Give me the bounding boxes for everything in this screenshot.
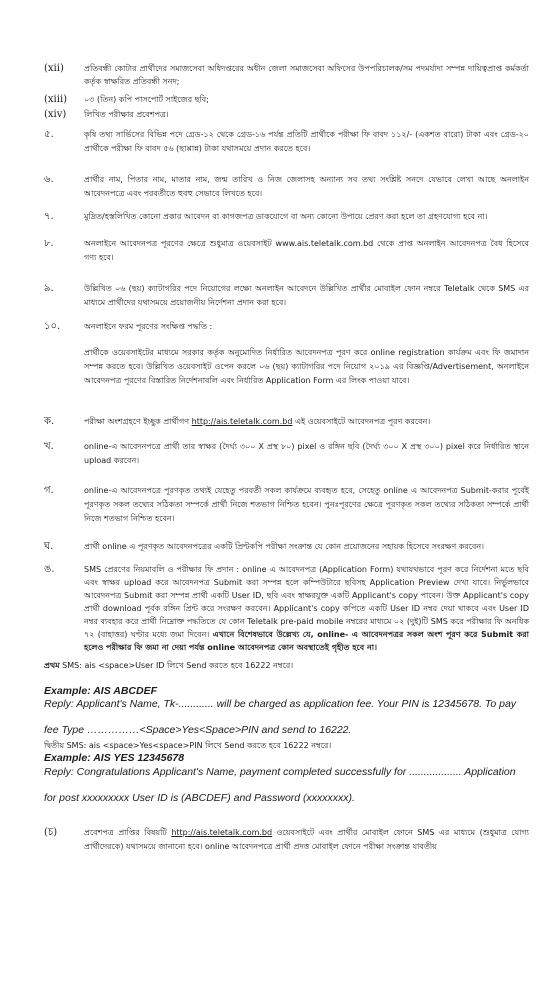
example-1: Example: AIS ABCDEF	[44, 685, 157, 697]
item-text: মুদ্রিত/হস্তলিখিত কোনো প্রকার আবেদন বা কাগজপত্র ডাকযোগে বা অন্য কোনো উপায়ে প্রেরণ করা হলে তা গ্রহণযোগ্য হবে না।	[84, 212, 488, 221]
paragraph-9	[44, 282, 529, 310]
item-number: ক.	[44, 416, 55, 427]
first-sms-instruction	[44, 659, 531, 672]
item-text: পরীক্ষা অংশগ্রহণে ইচ্ছুক প্রার্থীগণ	[84, 417, 192, 426]
item-number: ৭.	[44, 211, 54, 222]
item-number: ঘ.	[44, 541, 54, 552]
sub-item-ka	[44, 415, 529, 429]
paragraph-5	[44, 128, 529, 156]
item-number: গ.	[44, 485, 54, 496]
sms-text: SMS: ais <space>User ID লিখে Send করতে হবে 16222 নম্বরে।	[59, 661, 294, 670]
item-text: online-এ আবেদনপত্রে প্রার্থী তার স্বাক্ষর (দৈর্ঘ্য ৩০০ X প্রস্থ ৮০) pixel ও রঙ্গিন ছবি (দৈর্ঘ্য ৩০০ X প্রস্থ ৩০০) pixel করে নির্ধারিত স্থানে upload করবেন।	[84, 442, 529, 465]
example-2: Example: AIS YES 12345678	[44, 752, 185, 764]
item-text: প্রার্থীকে ওয়েবসাইটের মাধ্যমে সরকার কর্তৃক অনুমোদিত নির্ধারিত আবেদনপত্র পূরণ করে online registration কার্যক্রম এবং ফি জমাদান সম্পন্ন করতে হবে। উল্লিখিত ওয়েবসাইট ওপেন করলে ০৬ (ছয়) ক্যাটাগরির পদে নিয়োগ ২০১৯ এর বিজ্ঞপ্তি/Advertisement, অনলাইনে আবেদনপত্র পূরণের বিস্তারিত নির্দেশনাবলি এবং নির্ধারিত Application Form এর লিংক পাওয়া যাবে।	[84, 348, 529, 385]
item-cha	[44, 826, 529, 854]
item-number: ৫.	[44, 129, 54, 140]
website-link[interactable]: http://ais.teletalk.com.bd	[191, 417, 293, 426]
item-text: প্রতিবন্ধী কোটার প্রার্থীদের সমাজসেবা অধিদপ্তরের অধীন জেলা সমাজসেবা অফিসের উপপরিচালক/সম পদমর্যাদা সম্পন্ন দায়িত্বপ্রাপ্ত কর্মকর্তা কর্তৃক স্বাক্ষরিত প্রতিবন্ধী সনদ;	[84, 64, 529, 86]
item-text: এই ওয়েবসাইটে আবেদনপত্র পূরণ করবেন।	[292, 417, 431, 426]
item-number: (চ)	[44, 827, 58, 838]
item-text: প্রার্থী online এ পূরণকৃত আবেদনপত্রের একটি প্রিন্টকপি পরীক্ষা সংক্রান্ত যে কোন প্রয়োজনের সহায়ক হিসেবে সংরক্ষণ করবেন।	[84, 542, 485, 551]
sub-item-gha	[44, 540, 529, 554]
item-number: (xii)	[44, 63, 64, 74]
reply-2-line-2: for post xxxxxxxxx User ID is (ABCDEF) and Password (xxxxxxxx).	[44, 792, 355, 804]
item-text: অনলাইনে আবেদনপত্র পূরণের ক্ষেত্রে শুধুমাত্র ওয়েবসাইট www.ais.teletalk.com.bd থেকে প্রাপ্ত অনলাইন আবেদনপত্র বৈধ হিসেবে গণ্য হবে।	[84, 239, 529, 262]
item-text: প্রবেশপত্র প্রাপ্তির বিষয়টি	[84, 828, 172, 837]
paragraph-6	[44, 173, 529, 201]
sub-item-kha	[44, 440, 529, 468]
website-link[interactable]: http://ais.teletalk.com.bd	[171, 828, 273, 837]
sub-item-uma	[44, 563, 529, 654]
sms-label: প্রথম	[44, 661, 60, 670]
list-item-xii	[44, 62, 529, 88]
sub-item-ga	[44, 484, 529, 526]
list-item-xiv	[44, 108, 529, 122]
paragraph-10-body	[44, 346, 529, 388]
item-text: প্রার্থীর নাম, পিতার নাম, মাতার নাম, জন্ম তারিখ ও নিজ জেলাসহ অন্যান্য সব তথ্য সংশ্লিষ্ট সনদে যেভাবে লেখা আছে অনলাইন আবেদনপত্রে এবং পরবর্তীতে হুবহু সেভাবে লিখতে হবে।	[84, 175, 529, 198]
reply-1-line-2: fee Type ……………<Space>Yes<Space>PIN and send to 16222.	[44, 724, 352, 736]
item-text: উল্লিখিত ০৬ (ছয়) ক্যাটাগরির পদে নিয়োগের লক্ষ্যে অনলাইন আবেদনে উল্লিখিত প্রার্থীর মোবাইল ফোন নম্বরে Teletalk থেকে SMS এর মাধ্যমে প্রার্থীদের যথাসময়ে প্রয়োজনীয় নির্দেশনা প্রদান করা হবে।	[84, 284, 529, 307]
item-number: ১০.	[44, 321, 61, 332]
item-text: ওয়েবসাইটে এবং প্রার্থীর মোবাইল ফোনে SMS এর মাধ্যমে (শুধুমাত্র যোগ্য প্রার্থীদেরকে) যথাসময়ে জানানো হবে। online আবেদনপত্রে প্রার্থী প্রদত্ত মোবাইল ফোনে পরীক্ষা সংক্রান্ত যাবতীয়	[84, 828, 529, 851]
item-number: (xiv)	[44, 109, 67, 120]
item-number: ঙ.	[44, 564, 55, 575]
item-number: খ.	[44, 441, 54, 452]
item-number: ৯.	[44, 283, 54, 294]
item-text: online-এ আবেদনপত্রে পূরণকৃত তথ্যই যেহেতু পরবর্তী সকল কার্যক্রমে ব্যবহৃত হবে, সেহেতু online এ আবেদনপত্র Submit-করার পূর্বেই পূরণকৃত সকল তথ্যের সঠিকতা সম্পর্কে প্রার্থী নিজে শতভাগ নিশ্চিত হবেন। পুনঃপূরণের ক্ষেত্রে পূরণকৃত সকল তথ্যের সঠিকতা সম্পর্কে প্রার্থী নিজে শতভাগ নিশ্চিত হবেন।	[84, 486, 529, 523]
item-text: লিখিত পরীক্ষার প্রবেশপত্র।	[84, 110, 169, 119]
item-number: ৬.	[44, 174, 54, 185]
second-sms-instruction: দ্বিতীয় SMS: ais <space>Yes<space>PIN লিখে Send করতে হবে 16222 নম্বরে।	[44, 741, 332, 750]
reply-2-line-1: Reply: Congratulations Applicant's Name, payment completed successfully for .................. Application	[44, 766, 516, 778]
paragraph-7	[44, 210, 529, 224]
item-text: অনলাইনে ফরম পূরণের সংক্ষিপ্ত পদ্ধতি :	[84, 322, 213, 331]
list-item-xiii	[44, 93, 529, 107]
item-number: ৮.	[44, 238, 54, 249]
item-text: SMS প্রেরণের নিয়মাবলি ও পরীক্ষার ফি প্রদান : online এ আবেদনপত্র (Application Form) যথাযথভাবে পূরণ করে নির্দেশনা মতে ছবি এবং স্বাক্ষর upload করে আবেদনপত্র Submit করা সম্পন্ন হলে কম্পিউটারে ছবিসহ Application Preview দেখা যাবে। নির্ভুলভাবে আবেদনপত্র Submit করা সম্পন্ন প্রার্থী একটি User ID, ছবি এবং স্বাক্ষরযুক্ত একটি Applicant's copy পাবেন। উক্ত Applicant's copy প্রার্থী download পূর্বক রঙ্গিন প্রিন্ট করে সংরক্ষণ করবেন। Applicant's copy কপিতে একটি User ID নম্বর দেয়া থাকবে এবং User ID নম্বর ব্যবহার করে প্রার্থী নিম্নোক্ত পদ্ধতিতে যে কোন Teletalk pre-paid mobile নম্বরের মাধ্যমে ০২ (দুই)টি SMS করে পরীক্ষার ফি অনধিক ৭২ (বাহাত্তর) ঘণ্টার মধ্যে জমা দিবেন।	[84, 565, 529, 639]
reply-1-line-1: Reply: Applicant's Name, Tk-............ will be charged as application fee. Your PIN is 12345678. To pay	[44, 698, 517, 710]
important-note: এখানে বিশেষভাবে উল্লেখ্য যে, online- এ আবেদনপত্রর সকল অংশ পূরণ করে Submit করা হলেও পরীক্ষার ফি জমা না দেয়া পর্যন্ত online আবেদনপত্র কোন অবস্থাতেই গৃহীত হবে না।	[84, 630, 529, 652]
paragraph-10	[44, 320, 529, 334]
paragraph-8	[44, 237, 529, 265]
item-number: (xiii)	[44, 94, 68, 105]
item-text: ০৩ (তিন) কপি পাসপোর্ট সাইজের ছবি;	[84, 95, 209, 104]
item-text: কৃষি তথ্য সার্ভিসের বিভিন্ন পদে গ্রেড-১২ থেকে গ্রেড-১৬ পর্যন্ত প্রতিটি প্রার্থীকে পরীক্ষা ফি বাবদ ১১২/- (একশত বারো) টাকা এবং গ্রেড-২০ প্রার্থীকে পরীক্ষা ফি বাবদ ৫৬ (ছাপ্পান্ন) টাকা যথাসময়ে প্রদান করতে হবে।	[84, 130, 529, 153]
